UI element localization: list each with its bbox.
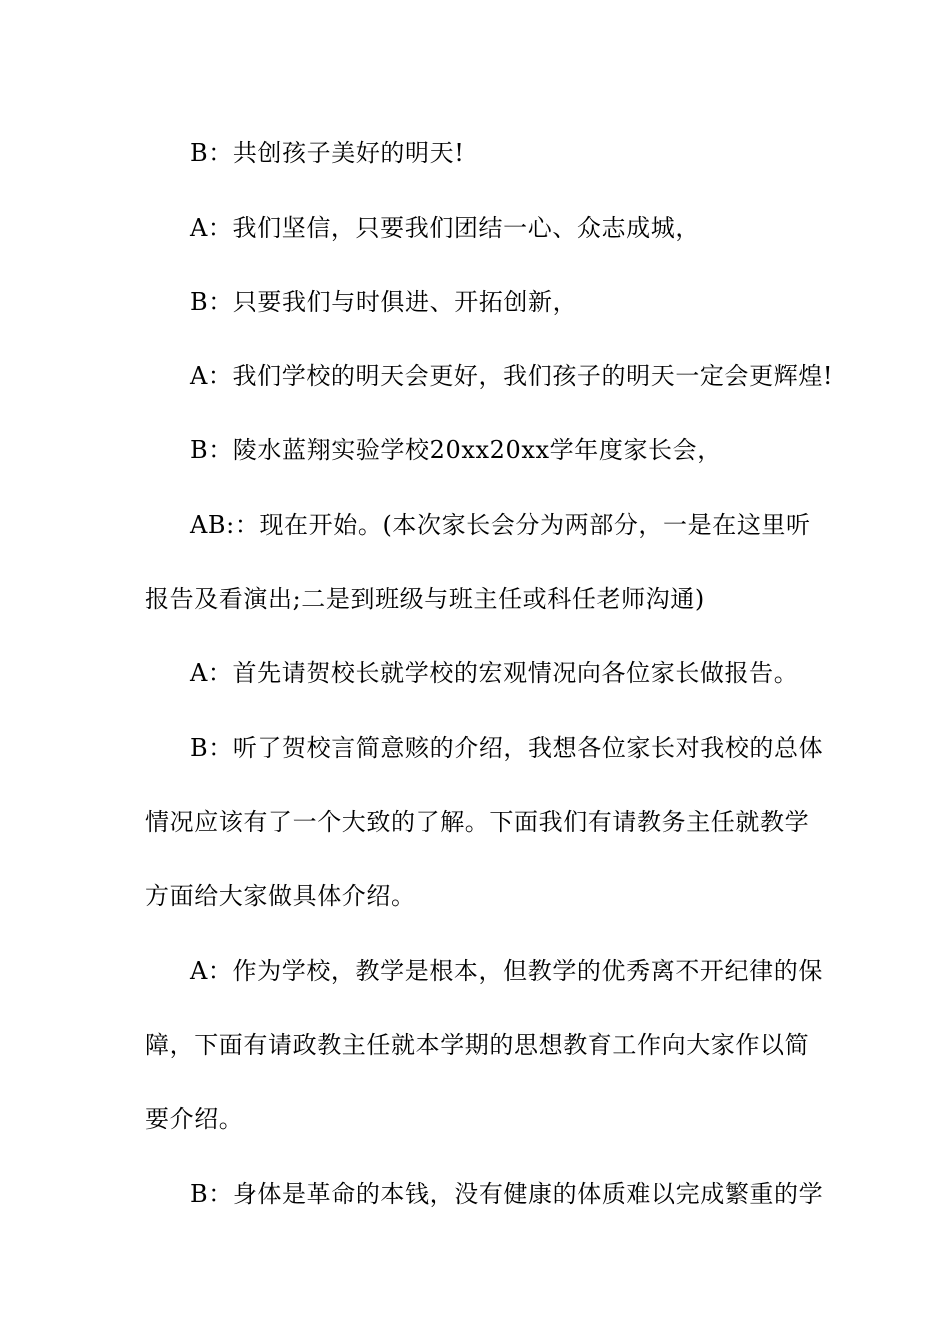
paragraph-line: B：共创孩子美好的明天! <box>190 139 465 167</box>
paragraph-line: B：身体是革命的本钱，没有健康的体质难以完成繁重的学 <box>190 1180 824 1208</box>
paragraph-line: AB:：现在开始。(本次家长会分为两部分，一是在这里听 <box>190 511 811 539</box>
paragraph-line: A：首先请贺校长就学校的宏观情况向各位家长做报告。 <box>190 659 799 687</box>
paragraph-line: A：我们坚信，只要我们团结一心、众志成城， <box>190 214 700 242</box>
paragraph-line: 报告及看演出;二是到班级与班主任或科任老师沟通) <box>145 585 705 613</box>
paragraph-line: B：陵水蓝翔实验学校20xx20xx学年度家长会， <box>190 436 722 464</box>
paragraph-line: 方面给大家做具体介绍。 <box>145 882 416 910</box>
paragraph-line: A：我们学校的明天会更好，我们孩子的明天一定会更辉煌! <box>190 362 834 390</box>
paragraph-line: 要介绍。 <box>145 1105 244 1133</box>
paragraph-line: A：作为学校，教学是根本，但教学的优秀离不开纪律的保 <box>190 957 823 985</box>
paragraph-line: B：听了贺校言简意赅的介绍，我想各位家长对我校的总体 <box>190 734 824 762</box>
paragraph-line: 情况应该有了一个大致的了解。下面我们有请教务主任就教学 <box>145 808 810 836</box>
paragraph-line: B：只要我们与时俱进、开拓创新， <box>190 288 578 316</box>
paragraph-line: 障，下面有请政教主任就本学期的思想教育工作向大家作以简 <box>145 1031 810 1059</box>
